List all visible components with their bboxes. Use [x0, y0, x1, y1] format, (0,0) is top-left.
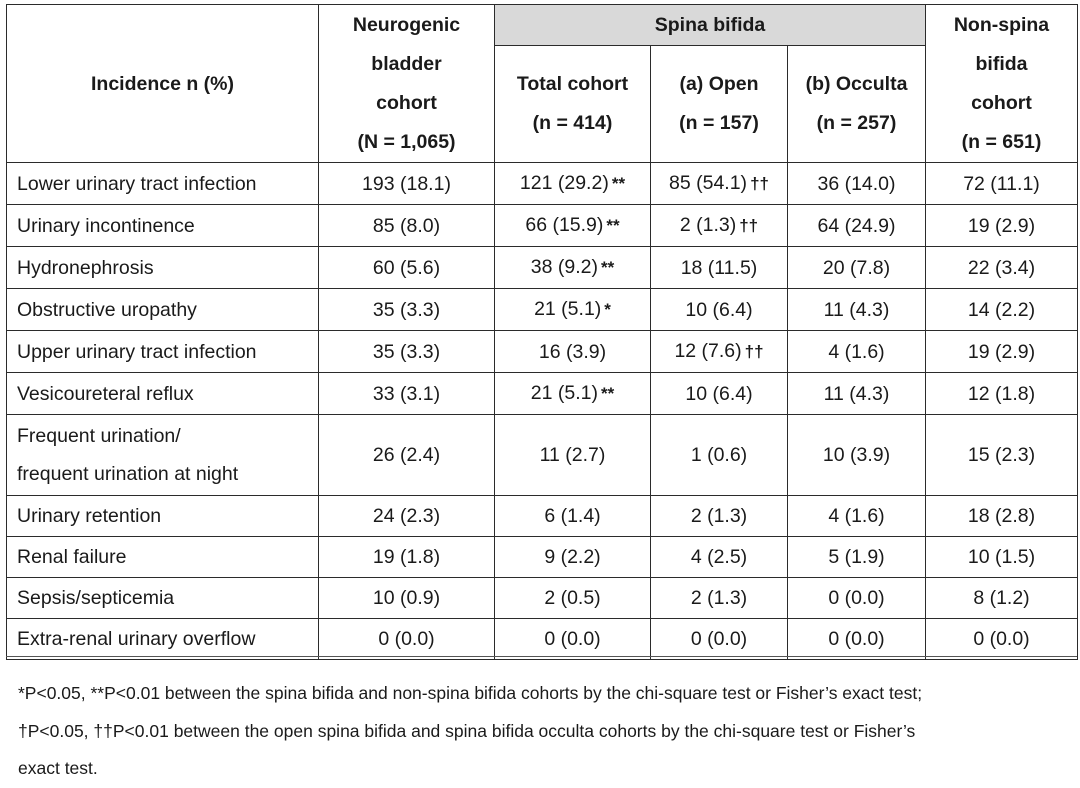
significance-mark: †† [739, 216, 759, 235]
value: 66 (15.9) [525, 214, 604, 236]
cell-occulta: 11 (4.3) [788, 373, 926, 415]
header-neurogenic-cohort: Neurogenic bladder cohort (N = 1,065) [319, 5, 495, 163]
value: 4 (2.5) [690, 546, 748, 568]
cell-neurogenic: 33 (3.1) [319, 373, 495, 415]
cell-occulta: 0 (0.0) [788, 578, 926, 619]
value: 2 (0.5) [544, 587, 601, 609]
cell-total-cohort [495, 205, 651, 247]
significance-mark: ** [600, 258, 615, 277]
significance-mark: ** [606, 216, 620, 235]
significance-mark: ** [611, 174, 626, 193]
header-spina-bifida: Spina bifida [495, 5, 926, 46]
table-body [7, 163, 1078, 660]
cell-occulta: 10 (3.9) [788, 415, 926, 496]
cell-neurogenic: 0 (0.0) [319, 619, 495, 660]
table-row [7, 578, 1078, 619]
cell-total-cohort [495, 415, 651, 496]
value: 0 (0.0) [544, 628, 601, 650]
header-total-cohort: Total cohort (n = 414) [495, 46, 651, 163]
row-label: Renal failure [7, 537, 319, 578]
cell-occulta: 4 (1.6) [788, 496, 926, 537]
value: 18 (11.5) [680, 256, 758, 279]
cell-open [651, 496, 788, 537]
row-label: Hydronephrosis [7, 247, 319, 289]
cell-total-cohort [495, 331, 651, 373]
cell-open [651, 619, 788, 660]
cell-occulta: 5 (1.9) [788, 537, 926, 578]
value: 10 (6.4) [685, 382, 753, 405]
value: 2 (1.3) [690, 587, 748, 609]
value: 2 (1.3) [679, 214, 737, 236]
row-label: Urinary retention [7, 496, 319, 537]
cell-total-cohort [495, 496, 651, 537]
header-occulta: (b) Occulta (n = 257) [788, 46, 926, 163]
value: 12 (7.6) [674, 340, 742, 362]
cell-open [651, 537, 788, 578]
footnote-line: *P<0.05, **P<0.01 between the spina bifida and non-spina bifida cohorts by the chi-square test or Fisher’s exact test; [18, 683, 923, 703]
row-label: Lower urinary tract infection [7, 163, 319, 205]
cell-open [651, 163, 788, 205]
row-label: Vesicoureteral reflux [7, 373, 319, 415]
cell-non-spina-bifida: 18 (2.8) [926, 496, 1078, 537]
footnotes [18, 675, 1068, 788]
value: 11 (2.7) [539, 444, 606, 466]
incidence-table [6, 4, 1078, 660]
value: 21 (5.1) [534, 298, 602, 320]
cell-total-cohort [495, 163, 651, 205]
cell-total-cohort [495, 373, 651, 415]
cell-neurogenic: 35 (3.3) [319, 331, 495, 373]
significance-mark: * [604, 300, 611, 319]
cell-non-spina-bifida: 8 (1.2) [926, 578, 1078, 619]
cell-neurogenic: 193 (18.1) [319, 163, 495, 205]
header-non-spina-bifida: Non-spina bifida cohort (n = 651) [926, 5, 1078, 163]
footnote-line: exact test. [18, 758, 98, 778]
row-label: Extra-renal urinary overflow [7, 619, 319, 660]
significance-mark: ** [600, 384, 615, 403]
value: 85 (54.1) [669, 172, 748, 194]
table-row [7, 619, 1078, 660]
cell-neurogenic: 24 (2.3) [319, 496, 495, 537]
cell-occulta: 64 (24.9) [788, 205, 926, 247]
cell-non-spina-bifida: 15 (2.3) [926, 415, 1078, 496]
cell-neurogenic: 85 (8.0) [319, 205, 495, 247]
value: 21 (5.1) [530, 382, 598, 404]
table-row [7, 373, 1078, 415]
cell-non-spina-bifida: 22 (3.4) [926, 247, 1078, 289]
significance-mark: †† [750, 174, 769, 193]
cell-open [651, 205, 788, 247]
cell-occulta: 11 (4.3) [788, 289, 926, 331]
table-row [7, 537, 1078, 578]
table-row [7, 163, 1078, 205]
cell-open [651, 373, 788, 415]
cell-total-cohort [495, 619, 651, 660]
table-row [7, 496, 1078, 537]
divider [6, 656, 1077, 657]
cell-non-spina-bifida: 10 (1.5) [926, 537, 1078, 578]
cell-open [651, 289, 788, 331]
table-row [7, 331, 1078, 373]
table-row [7, 247, 1078, 289]
cell-neurogenic: 10 (0.9) [319, 578, 495, 619]
value: 0 (0.0) [690, 628, 748, 650]
row-label: Urinary incontinence [7, 205, 319, 247]
cell-open [651, 331, 788, 373]
table-row [7, 289, 1078, 331]
cell-non-spina-bifida: 12 (1.8) [926, 373, 1078, 415]
footnote-line: †P<0.05, ††P<0.01 between the open spina bifida and spina bifida occulta cohorts by the chi-square test or Fisher’s [18, 720, 916, 741]
row-label: Obstructive uropathy [7, 289, 319, 331]
cell-neurogenic: 26 (2.4) [319, 415, 495, 496]
cell-open [651, 247, 788, 289]
value: 10 (6.4) [685, 298, 753, 321]
cell-occulta: 36 (14.0) [788, 163, 926, 205]
cell-non-spina-bifida: 19 (2.9) [926, 331, 1078, 373]
cell-total-cohort [495, 578, 651, 619]
header-incidence: Incidence n (%) [7, 5, 319, 163]
cell-non-spina-bifida: 14 (2.2) [926, 289, 1078, 331]
value: 6 (1.4) [544, 505, 601, 527]
cell-neurogenic: 35 (3.3) [319, 289, 495, 331]
table-row [7, 205, 1078, 247]
cell-total-cohort [495, 537, 651, 578]
cell-non-spina-bifida: 0 (0.0) [926, 619, 1078, 660]
cell-occulta: 4 (1.6) [788, 331, 926, 373]
table-row [7, 415, 1078, 496]
cell-open [651, 578, 788, 619]
cell-neurogenic: 19 (1.8) [319, 537, 495, 578]
cell-neurogenic: 60 (5.6) [319, 247, 495, 289]
significance-mark: †† [744, 342, 764, 361]
value: 2 (1.3) [690, 505, 748, 527]
value: 16 (3.9) [538, 340, 607, 363]
cell-open [651, 415, 788, 496]
value: 9 (2.2) [544, 546, 601, 568]
cell-total-cohort [495, 247, 651, 289]
cell-non-spina-bifida: 19 (2.9) [926, 205, 1078, 247]
row-label: Upper urinary tract infection [7, 331, 319, 373]
row-label: Sepsis/septicemia [7, 578, 319, 619]
cell-occulta: 20 (7.8) [788, 247, 926, 289]
header-open: (a) Open (n = 157) [651, 46, 788, 163]
cell-total-cohort [495, 289, 651, 331]
value: 38 (9.2) [530, 256, 598, 278]
cell-occulta: 0 (0.0) [788, 619, 926, 660]
value: 121 (29.2) [519, 172, 609, 194]
value: 1 (0.6) [690, 444, 748, 466]
cell-non-spina-bifida: 72 (11.1) [926, 163, 1078, 205]
row-label: Frequent urination/ frequent urination at night [7, 415, 319, 496]
